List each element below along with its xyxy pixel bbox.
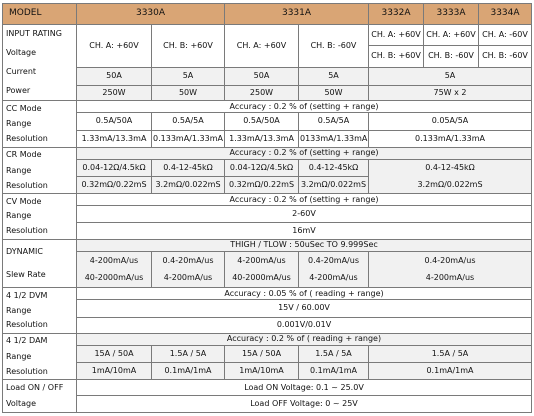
load-voltage-label: Voltage — [6, 399, 37, 409]
cv-label-cell — [3, 194, 77, 239]
slew-3332a-3334a-low: 0.4-20mA/us — [424, 255, 476, 265]
voltage-3330a-a: CH. A: +60V — [77, 24, 152, 67]
dvm-range-label: Range — [6, 305, 32, 315]
slew-3330a-a-high: 40-2000mA/us — [84, 273, 144, 283]
cv-range: 2-60V — [77, 206, 532, 223]
cv-resolution: 16mV — [77, 223, 532, 239]
cr-res-3330a-b: 3.2mΩ/0.022mS — [152, 177, 225, 194]
cr-mode-label: CR Mode — [6, 150, 42, 160]
cc-accuracy-row — [3, 101, 532, 113]
dam-res-3331a-a: 1mA/10mA — [225, 362, 299, 379]
slew-3330a-b-low: 0.4-20mA/us — [162, 255, 214, 265]
cc-res-3330a-b: 0.133mA/1.33mA — [152, 130, 225, 147]
input-current-row — [3, 67, 532, 85]
dvm-resolution: 0.001V/0.01V — [77, 317, 532, 333]
dam-resolution-label: Resolution — [6, 366, 48, 376]
dvm-resolution-label: Resolution — [6, 320, 48, 330]
dynamic-label-cell — [3, 239, 77, 288]
voltage-label: Voltage — [6, 47, 37, 57]
slew-3330a-a-low: 4-200mA/us — [89, 255, 139, 265]
cc-range-3331a-a: 0.5A/50A — [225, 113, 299, 130]
cr-range-label: Range — [6, 165, 32, 175]
dynamic-timing-row — [3, 239, 532, 251]
cc-range-3330a-b: 0.5A/5A — [152, 113, 225, 130]
cc-res-3331a-a: 1.33mA/13.3mA — [225, 130, 299, 147]
voltage-3331a-a: CH. A: +60V — [225, 24, 299, 67]
voltage-3333a-b: CH. B: -60V — [424, 46, 479, 68]
dam-range-3331a-b: 1.5A / 5A — [299, 345, 369, 362]
slew-rate-row — [3, 251, 532, 288]
cr-resolution-label: Resolution — [6, 180, 48, 190]
header-row — [3, 4, 532, 25]
dvm-range: 15V / 60.00V — [77, 300, 532, 317]
dvm-label-cell — [3, 288, 77, 333]
model-3331a: 3331A — [225, 4, 369, 25]
slew-3331a-b-low: 0.4-20mA/us — [308, 255, 359, 265]
slew-3330a-a — [77, 251, 152, 288]
cv-resolution-row — [3, 223, 532, 239]
power-3330a-b: 50W — [152, 86, 225, 101]
dam-range-3330a-b: 1.5A / 5A — [152, 345, 225, 362]
voltage-3330a-b: CH. B: +60V — [152, 24, 225, 67]
model-header: MODEL — [3, 4, 77, 25]
power-label: Power — [6, 85, 31, 95]
cr-res-3331a-a: 0.32mΩ/0.22mS — [225, 177, 299, 194]
cc-label-cell — [3, 101, 77, 147]
model-3333a: 3333A — [424, 4, 479, 25]
slew-3331a-a-high: 40-2000mA/us — [232, 273, 291, 283]
dam-resolution-row — [3, 362, 532, 379]
slew-3331a-b — [299, 251, 369, 288]
cv-mode-label: CV Mode — [6, 196, 42, 206]
voltage-3334a-a: CH. A: -60V — [479, 24, 532, 46]
current-3331a-a: 50A — [225, 67, 299, 85]
input-rating-label: INPUT RATING — [6, 29, 62, 39]
dam-res-3332a-3334a: 0.1mA/1mA — [369, 362, 532, 379]
current-label: Current — [6, 66, 37, 76]
cc-range-label: Range — [6, 119, 32, 129]
dvm-accuracy-row — [3, 288, 532, 300]
input-rating-label-cell — [3, 24, 77, 101]
dam-res-3330a-a: 1mA/10mA — [77, 362, 152, 379]
dam-res-3331a-b: 0.1mA/1mA — [299, 362, 369, 379]
voltage-3333a-a: CH. A: +60V — [424, 24, 479, 46]
cr-range-3330a-a: 0.04-12Ω/4.5kΩ — [77, 159, 152, 176]
cc-mode-label: CC Mode — [6, 103, 42, 113]
cv-accuracy: Accuracy : 0.2 % of (setting + range) — [77, 194, 532, 206]
input-power-row — [3, 86, 532, 101]
cc-range-3331a-b: 0.5A/5A — [299, 113, 369, 130]
cc-range-3332a-3334a: 0.05A/5A — [369, 113, 532, 130]
cr-res-3332a-3334a: 3.2mΩ/0.022mS — [417, 179, 483, 189]
power-3331a-a: 250W — [225, 86, 299, 101]
cr-range-3330a-b: 0.4-12-45kΩ — [152, 159, 225, 176]
cc-accuracy: Accuracy : 0.2 % of (setting + range) — [77, 101, 532, 113]
cr-accuracy: Accuracy : 0.2 % of (setting + range) — [77, 147, 532, 159]
load-on-off-label: Load ON / OFF — [6, 383, 64, 393]
cr-label-cell — [3, 147, 77, 193]
dvm-label: 4 1/2 DVM — [6, 290, 48, 300]
dvm-range-row — [3, 300, 532, 317]
slew-3332a-3334a-high: 4-200mA/us — [425, 273, 475, 283]
current-3331a-b: 5A — [299, 67, 369, 85]
load-on-row — [3, 380, 532, 396]
cc-range-3330a-a: 0.5A/50A — [77, 113, 152, 130]
model-3334a: 3334A — [479, 4, 532, 25]
dynamic-label: DYNAMIC — [6, 246, 43, 256]
cr-res-3331a-b: 3.2mΩ/0.022mS — [299, 177, 369, 194]
model-3330a: 3330A — [77, 4, 225, 25]
voltage-3334a-b: CH. B: -60V — [479, 46, 532, 68]
dynamic-timing: THIGH / TLOW : 50uSec TO 9.999Sec — [77, 239, 532, 251]
slew-3331a-a — [225, 251, 299, 288]
dam-label-cell — [3, 333, 77, 379]
load-off-voltage: Load OFF Voltage: 0 ~ 25V — [77, 396, 532, 413]
dam-range-label: Range — [6, 351, 32, 361]
power-3331a-b: 50W — [299, 86, 369, 101]
power-3332a-3334a: 75W x 2 — [369, 86, 532, 101]
cr-range-3331a-b: 0.4-12-45kΩ — [299, 159, 369, 176]
dam-res-3330a-b: 0.1mA/1mA — [152, 362, 225, 379]
dvm-resolution-row — [3, 317, 532, 333]
slew-3332a-3334a — [369, 251, 532, 288]
cr-res-3330a-a: 0.32mΩ/0.22mS — [77, 177, 152, 194]
spec-table — [2, 3, 532, 413]
dam-range-3332a-3334a: 1.5A / 5A — [369, 345, 532, 362]
cv-range-row — [3, 206, 532, 223]
load-on-voltage: Load ON Voltage: 0.1 ~ 25.0V — [77, 380, 532, 396]
cr-range-3331a-a: 0.04-12Ω/4.5kΩ — [225, 159, 299, 176]
voltage-3332a-b: CH. B: +60V — [369, 46, 424, 68]
dam-accuracy: Accuracy : 0.2 % of ( reading + range) — [77, 333, 532, 345]
slew-3331a-b-high: 4-200mA/us — [309, 273, 358, 283]
voltage-3332a-a: CH. A: +60V — [369, 24, 424, 46]
dvm-accuracy: Accuracy : 0.05 % of ( reading + range) — [77, 288, 532, 300]
power-3330a-a: 250W — [77, 86, 152, 101]
cc-resolution-row — [3, 130, 532, 147]
slew-3331a-a-low: 4-200mA/us — [237, 255, 286, 265]
dam-label: 4 1/2 DAM — [6, 336, 48, 346]
current-3332a-3334a: 5A — [369, 67, 532, 85]
load-off-row — [3, 396, 532, 413]
load-label-cell — [3, 380, 77, 413]
voltage-3331a-b: CH. B: -60V — [299, 24, 369, 67]
slew-3330a-b — [152, 251, 225, 288]
dam-range-3331a-a: 15A / 50A — [225, 345, 299, 362]
dam-accuracy-row — [3, 333, 532, 345]
cc-range-row — [3, 113, 532, 130]
slew-3330a-b-high: 4-200mA/us — [163, 273, 213, 283]
cv-accuracy-row — [3, 194, 532, 206]
input-voltage-row-1 — [3, 24, 532, 46]
cv-resolution-label: Resolution — [6, 226, 48, 236]
dam-range-row — [3, 345, 532, 362]
current-3330a-a: 50A — [77, 67, 152, 85]
cr-3332a-3334a-cell — [369, 159, 532, 194]
current-3330a-b: 5A — [152, 67, 225, 85]
cr-accuracy-row — [3, 147, 532, 159]
cc-resolution-label: Resolution — [6, 134, 48, 144]
cr-range-row — [3, 159, 532, 176]
dam-range-3330a-a: 15A / 50A — [77, 345, 152, 362]
cr-range-3332a-3334a: 0.4-12-45kΩ — [425, 163, 475, 173]
model-3332a: 3332A — [369, 4, 424, 25]
cv-range-label: Range — [6, 211, 32, 221]
slew-rate-label: Slew Rate — [6, 270, 46, 280]
cc-res-3332a-3334a: 0.133mA/1.33mA — [369, 130, 532, 147]
cc-res-3331a-b: 0133mA/1.33mA — [299, 130, 369, 147]
cc-res-3330a-a: 1.33mA/13.3mA — [77, 130, 152, 147]
